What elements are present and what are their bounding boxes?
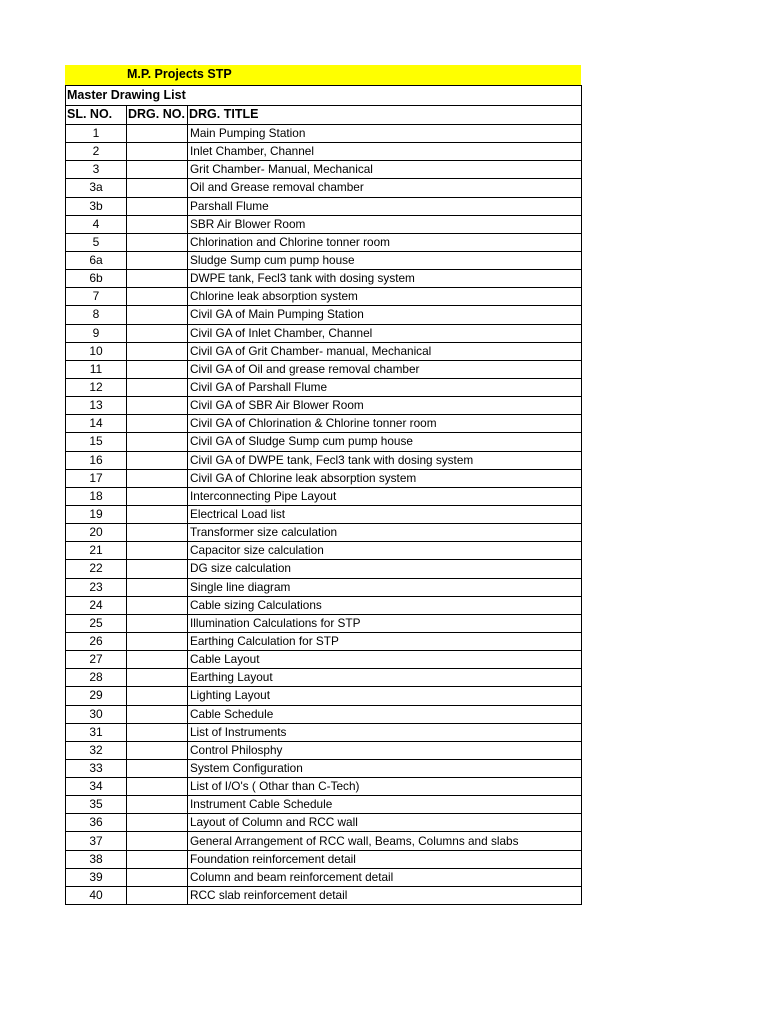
- sl-no-cell: 12: [66, 378, 127, 396]
- sl-no-cell: 7: [66, 288, 127, 306]
- table-row: [66, 360, 582, 378]
- sl-no-cell: 39: [66, 868, 127, 886]
- drg-no-cell: [127, 850, 188, 868]
- drg-title-cell: Earthing Layout: [188, 669, 582, 687]
- drg-title-cell: Instrument Cable Schedule: [188, 796, 582, 814]
- drg-no-cell: [127, 741, 188, 759]
- sl-no-cell: 3a: [66, 179, 127, 197]
- drg-title-cell: Earthing Calculation for STP: [188, 632, 582, 650]
- drg-title-cell: Parshall Flume: [188, 197, 582, 215]
- drg-title-cell: General Arrangement of RCC wall, Beams, Columns and slabs: [188, 832, 582, 850]
- drg-no-cell: [127, 487, 188, 505]
- table-row: [66, 524, 582, 542]
- drg-title-cell: Single line diagram: [188, 578, 582, 596]
- drg-no-cell: [127, 614, 188, 632]
- list-title-row: [66, 86, 582, 106]
- drg-title-cell: Electrical Load list: [188, 505, 582, 523]
- drg-title-cell: Transformer size calculation: [188, 524, 582, 542]
- drg-no-cell: [127, 778, 188, 796]
- drg-title-cell: Civil GA of Chlorination & Chlorine tonner room: [188, 415, 582, 433]
- sl-no-cell: 21: [66, 542, 127, 560]
- table-row: [66, 778, 582, 796]
- column-header-sl-no: SL. NO.: [66, 105, 127, 125]
- table-row: [66, 832, 582, 850]
- table-row: [66, 669, 582, 687]
- drg-title-cell: DG size calculation: [188, 560, 582, 578]
- drg-title-cell: DWPE tank, Fecl3 tank with dosing system: [188, 270, 582, 288]
- drg-no-cell: [127, 251, 188, 269]
- sl-no-cell: 8: [66, 306, 127, 324]
- drg-title-cell: Chlorination and Chlorine tonner room: [188, 233, 582, 251]
- sl-no-cell: 2: [66, 143, 127, 161]
- table-row: [66, 397, 582, 415]
- sl-no-cell: 17: [66, 469, 127, 487]
- sl-no-cell: 31: [66, 723, 127, 741]
- drawing-list-sheet: [65, 65, 581, 905]
- drg-title-cell: Civil GA of SBR Air Blower Room: [188, 397, 582, 415]
- drg-no-cell: [127, 759, 188, 777]
- table-row: [66, 306, 582, 324]
- table-row: [66, 342, 582, 360]
- table-row: [66, 143, 582, 161]
- sl-no-cell: 15: [66, 433, 127, 451]
- sl-no-cell: 11: [66, 360, 127, 378]
- drg-title-cell: Civil GA of Main Pumping Station: [188, 306, 582, 324]
- table-row: [66, 560, 582, 578]
- project-title-row: [65, 65, 581, 85]
- sl-no-cell: 22: [66, 560, 127, 578]
- column-header-drg-no: DRG. NO.: [127, 105, 188, 125]
- drg-no-cell: [127, 360, 188, 378]
- drg-title-cell: Illumination Calculations for STP: [188, 614, 582, 632]
- sl-no-cell: 23: [66, 578, 127, 596]
- table-row: [66, 197, 582, 215]
- table-row: [66, 324, 582, 342]
- sl-no-cell: 28: [66, 669, 127, 687]
- list-title-spacer: [188, 86, 582, 106]
- drg-no-cell: [127, 451, 188, 469]
- drg-no-cell: [127, 125, 188, 143]
- drg-title-cell: System Configuration: [188, 759, 582, 777]
- sl-no-cell: 19: [66, 505, 127, 523]
- drg-no-cell: [127, 306, 188, 324]
- table-row: [66, 487, 582, 505]
- drg-no-cell: [127, 161, 188, 179]
- drg-title-cell: Cable Layout: [188, 651, 582, 669]
- table-row: [66, 723, 582, 741]
- drg-no-cell: [127, 288, 188, 306]
- sl-no-cell: 10: [66, 342, 127, 360]
- drg-title-cell: Chlorine leak absorption system: [188, 288, 582, 306]
- drg-title-cell: Control Philosphy: [188, 741, 582, 759]
- drg-title-cell: Cable sizing Calculations: [188, 596, 582, 614]
- drg-no-cell: [127, 469, 188, 487]
- list-title: Master Drawing List: [66, 86, 127, 106]
- sl-no-cell: 16: [66, 451, 127, 469]
- drg-title-cell: Civil GA of Oil and grease removal chamber: [188, 360, 582, 378]
- sl-no-cell: 36: [66, 814, 127, 832]
- table-row: [66, 705, 582, 723]
- table-row: [66, 632, 582, 650]
- sl-no-cell: 13: [66, 397, 127, 415]
- drg-no-cell: [127, 342, 188, 360]
- drg-title-cell: Civil GA of Parshall Flume: [188, 378, 582, 396]
- drg-title-cell: Civil GA of Chlorine leak absorption system: [188, 469, 582, 487]
- drg-no-cell: [127, 814, 188, 832]
- table-row: [66, 596, 582, 614]
- drg-no-cell: [127, 324, 188, 342]
- sl-no-cell: 3: [66, 161, 127, 179]
- drg-no-cell: [127, 270, 188, 288]
- table-row: [66, 578, 582, 596]
- table-row: [66, 161, 582, 179]
- sl-no-cell: 6b: [66, 270, 127, 288]
- sl-no-cell: 37: [66, 832, 127, 850]
- table-row: [66, 288, 582, 306]
- table-row: [66, 542, 582, 560]
- table-row: [66, 886, 582, 904]
- table-row: [66, 687, 582, 705]
- sl-no-cell: 3b: [66, 197, 127, 215]
- table-row: [66, 796, 582, 814]
- table-row: [66, 759, 582, 777]
- sl-no-cell: 5: [66, 233, 127, 251]
- sl-no-cell: 40: [66, 886, 127, 904]
- sl-no-cell: 4: [66, 215, 127, 233]
- sl-no-cell: 38: [66, 850, 127, 868]
- drg-no-cell: [127, 832, 188, 850]
- drg-title-cell: Lighting Layout: [188, 687, 582, 705]
- sl-no-cell: 35: [66, 796, 127, 814]
- drg-no-cell: [127, 596, 188, 614]
- drg-no-cell: [127, 560, 188, 578]
- drg-title-cell: Main Pumping Station: [188, 125, 582, 143]
- sl-no-cell: 25: [66, 614, 127, 632]
- sl-no-cell: 27: [66, 651, 127, 669]
- drg-title-cell: Interconnecting Pipe Layout: [188, 487, 582, 505]
- drg-no-cell: [127, 723, 188, 741]
- sl-no-cell: 20: [66, 524, 127, 542]
- drg-no-cell: [127, 378, 188, 396]
- drg-title-cell: Inlet Chamber, Channel: [188, 143, 582, 161]
- drawing-list-table: [65, 85, 582, 905]
- sl-no-cell: 14: [66, 415, 127, 433]
- table-row: [66, 125, 582, 143]
- drg-no-cell: [127, 179, 188, 197]
- drg-title-cell: Civil GA of Grit Chamber- manual, Mechanical: [188, 342, 582, 360]
- table-row: [66, 179, 582, 197]
- table-row: [66, 505, 582, 523]
- drg-title-cell: Cable Schedule: [188, 705, 582, 723]
- drg-title-cell: Civil GA of DWPE tank, Fecl3 tank with dosing system: [188, 451, 582, 469]
- table-row: [66, 614, 582, 632]
- drg-no-cell: [127, 397, 188, 415]
- sl-no-cell: 26: [66, 632, 127, 650]
- drg-no-cell: [127, 542, 188, 560]
- drg-title-cell: List of Instruments: [188, 723, 582, 741]
- table-row: [66, 868, 582, 886]
- table-row: [66, 233, 582, 251]
- sl-no-cell: 24: [66, 596, 127, 614]
- drg-no-cell: [127, 651, 188, 669]
- table-row: [66, 415, 582, 433]
- drg-title-cell: Grit Chamber- Manual, Mechanical: [188, 161, 582, 179]
- drg-title-cell: RCC slab reinforcement detail: [188, 886, 582, 904]
- sl-no-cell: 33: [66, 759, 127, 777]
- table-row: [66, 215, 582, 233]
- drg-title-cell: Column and beam reinforcement detail: [188, 868, 582, 886]
- project-title: M.P. Projects STP: [127, 67, 232, 81]
- column-header-row: [66, 105, 582, 125]
- drg-title-cell: Civil GA of Sludge Sump cum pump house: [188, 433, 582, 451]
- table-row: [66, 651, 582, 669]
- sl-no-cell: 30: [66, 705, 127, 723]
- table-row: [66, 270, 582, 288]
- drg-no-cell: [127, 669, 188, 687]
- table-row: [66, 433, 582, 451]
- drg-no-cell: [127, 687, 188, 705]
- drg-no-cell: [127, 796, 188, 814]
- table-row: [66, 850, 582, 868]
- drg-title-cell: SBR Air Blower Room: [188, 215, 582, 233]
- column-header-drg-title: DRG. TITLE: [188, 105, 582, 125]
- drg-no-cell: [127, 578, 188, 596]
- drg-no-cell: [127, 524, 188, 542]
- sl-no-cell: 34: [66, 778, 127, 796]
- drg-no-cell: [127, 505, 188, 523]
- table-row: [66, 451, 582, 469]
- table-row: [66, 741, 582, 759]
- sl-no-cell: 29: [66, 687, 127, 705]
- table-row: [66, 814, 582, 832]
- drg-no-cell: [127, 705, 188, 723]
- drg-title-cell: Layout of Column and RCC wall: [188, 814, 582, 832]
- drg-title-cell: Civil GA of Inlet Chamber, Channel: [188, 324, 582, 342]
- drg-title-cell: Capacitor size calculation: [188, 542, 582, 560]
- drg-title-cell: Sludge Sump cum pump house: [188, 251, 582, 269]
- drg-no-cell: [127, 433, 188, 451]
- sl-no-cell: 1: [66, 125, 127, 143]
- table-row: [66, 251, 582, 269]
- drg-title-cell: List of I/O's ( Othar than C-Tech): [188, 778, 582, 796]
- drg-no-cell: [127, 632, 188, 650]
- drg-no-cell: [127, 868, 188, 886]
- table-row: [66, 469, 582, 487]
- drg-no-cell: [127, 197, 188, 215]
- sl-no-cell: 32: [66, 741, 127, 759]
- drg-no-cell: [127, 886, 188, 904]
- drg-title-cell: Foundation reinforcement detail: [188, 850, 582, 868]
- drg-no-cell: [127, 415, 188, 433]
- drg-no-cell: [127, 215, 188, 233]
- drg-title-cell: Oil and Grease removal chamber: [188, 179, 582, 197]
- sl-no-cell: 18: [66, 487, 127, 505]
- table-row: [66, 378, 582, 396]
- sl-no-cell: 6a: [66, 251, 127, 269]
- sl-no-cell: 9: [66, 324, 127, 342]
- drg-no-cell: [127, 143, 188, 161]
- drg-no-cell: [127, 233, 188, 251]
